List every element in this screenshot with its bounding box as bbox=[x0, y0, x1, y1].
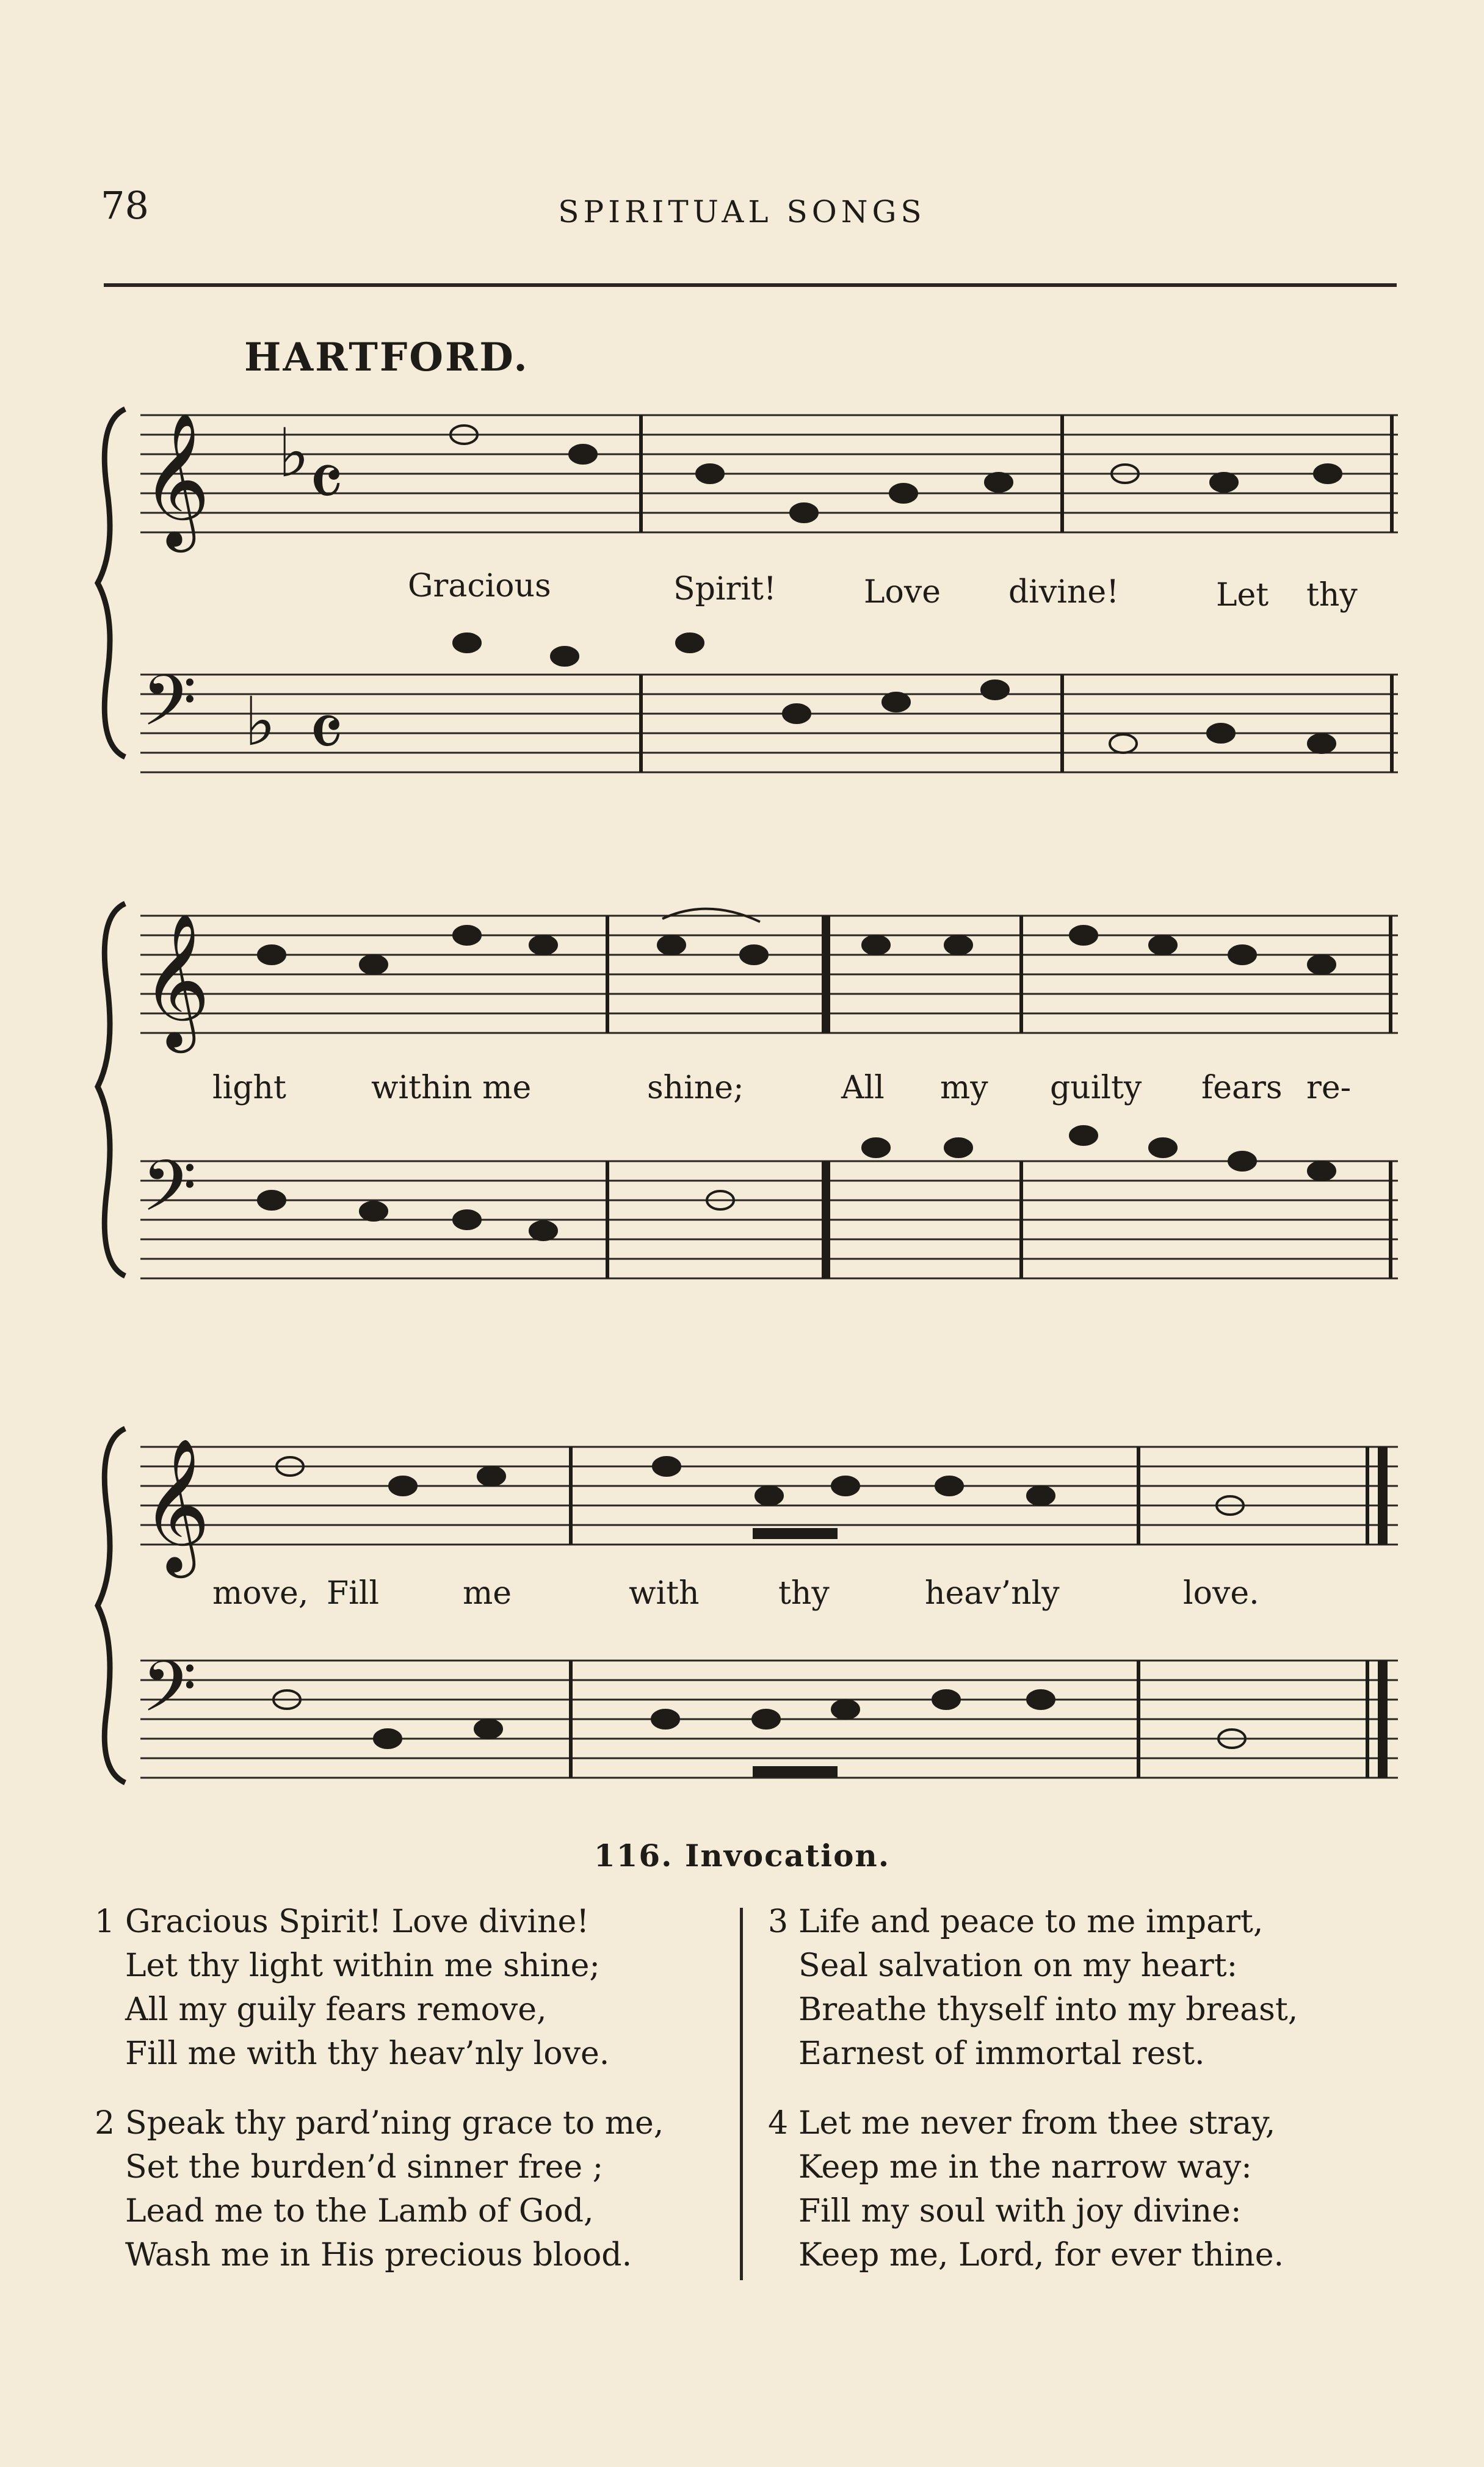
stanza-number: 2 bbox=[95, 2105, 115, 2142]
bass-clef-icon: 𝄢 bbox=[142, 660, 197, 759]
lyric-word: Gracious bbox=[408, 568, 551, 604]
lyric-word: re- bbox=[1306, 1070, 1352, 1106]
lyric-word: light bbox=[212, 1070, 286, 1106]
stanza-line: Keep me in the narrow way: bbox=[798, 2149, 1252, 2186]
stanza-line: Lead me to the Lamb of God, bbox=[125, 2193, 594, 2230]
lyric-word: All bbox=[841, 1070, 885, 1106]
system-3-brace bbox=[98, 1429, 125, 1783]
lyric-word: divine! bbox=[1008, 574, 1120, 610]
stanza-4 bbox=[768, 2101, 1284, 2277]
stanza-line: Seal salvation on my heart: bbox=[798, 1947, 1238, 1984]
system-3-treble-barlines bbox=[571, 1447, 1383, 1545]
system-3-bass-notes bbox=[273, 1690, 1245, 1776]
bass-clef-icon: 𝄢 bbox=[142, 1646, 197, 1745]
lyric-word: Let bbox=[1216, 577, 1269, 614]
stanza-number: 3 bbox=[768, 1904, 789, 1940]
lyric-word: Fill bbox=[327, 1575, 379, 1612]
treble-clef-icon: 𝄞 bbox=[142, 912, 211, 1047]
running-title: SPIRITUAL SONGS bbox=[558, 194, 926, 230]
stanza-line: Let thy light within me shine; bbox=[125, 1947, 600, 1984]
lyric-word: shine; bbox=[647, 1070, 744, 1106]
stanza-line: Life and peace to me impart, bbox=[798, 1904, 1264, 1940]
lyric-word: thy bbox=[1306, 577, 1358, 614]
stanza-line: Keep me, Lord, for ever thine. bbox=[798, 2237, 1284, 2273]
lyric-word: move, bbox=[212, 1575, 309, 1612]
treble-clef-icon: 𝄞 bbox=[142, 1437, 211, 1572]
system-1-brace bbox=[98, 409, 125, 757]
stanza-line: Let me never from thee stray, bbox=[798, 2105, 1276, 2142]
stanza-3 bbox=[768, 1900, 1298, 2076]
stanza-line: Wash me in His precious blood. bbox=[125, 2237, 632, 2273]
stanza-2 bbox=[95, 2101, 664, 2277]
lyric-word: thy bbox=[778, 1575, 830, 1612]
tune-name: HARTFORD. bbox=[244, 335, 529, 380]
stanza-number: 1 bbox=[95, 1904, 115, 1940]
stanza-line: Set the burden’d sinner free ; bbox=[125, 2149, 604, 2186]
lyric-word: fears bbox=[1201, 1070, 1283, 1106]
system-2-treble-notes bbox=[258, 926, 1335, 974]
common-time-icon: 𝄴 bbox=[308, 436, 344, 529]
stanza-line: Gracious Spirit! Love divine! bbox=[125, 1904, 590, 1940]
stanza-line: All my guily fears remove, bbox=[125, 1991, 547, 2028]
common-time-icon: 𝄴 bbox=[308, 686, 344, 779]
stanza-line: Fill me with thy heav’nly love. bbox=[125, 2035, 610, 2072]
lyric-word: with bbox=[629, 1575, 700, 1612]
lyric-word: within me bbox=[371, 1070, 532, 1106]
system-2-bass-staff bbox=[140, 1161, 1398, 1278]
lyric-word: heav’nly bbox=[925, 1575, 1060, 1612]
page-number: 78 bbox=[101, 183, 149, 228]
lyric-word: Spirit! bbox=[673, 571, 776, 607]
stanza-line: Earnest of immortal rest. bbox=[798, 2035, 1205, 2072]
treble-clef-icon: 𝄞 bbox=[142, 411, 211, 546]
lyric-word: Love bbox=[864, 574, 941, 610]
column-divider bbox=[740, 1908, 743, 2280]
system-1-bass-barlines bbox=[641, 675, 1392, 772]
system-2-treble-staff bbox=[140, 916, 1398, 1033]
hymn-title: 116. Invocation. bbox=[593, 1838, 891, 1874]
stanza-number: 4 bbox=[768, 2105, 789, 2142]
stanza-line: Speak thy pard’ning grace to me, bbox=[125, 2105, 664, 2142]
lyric-word: me bbox=[463, 1575, 512, 1612]
lyric-word: guilty bbox=[1050, 1070, 1142, 1106]
lyric-word: love. bbox=[1183, 1575, 1259, 1612]
stanza-line: Breathe thyself into my breast, bbox=[798, 1991, 1298, 2028]
flat-icon: ♭ bbox=[278, 414, 309, 492]
bass-clef-icon: 𝄢 bbox=[142, 1145, 197, 1245]
stanza-line: Fill my soul with joy divine: bbox=[798, 2193, 1242, 2230]
system-2-bass-notes bbox=[258, 1126, 1335, 1240]
lyric-word: my bbox=[940, 1070, 988, 1106]
system-2-brace bbox=[98, 904, 125, 1276]
stanza-1 bbox=[95, 1900, 610, 2076]
flat-icon: ♭ bbox=[244, 683, 276, 761]
